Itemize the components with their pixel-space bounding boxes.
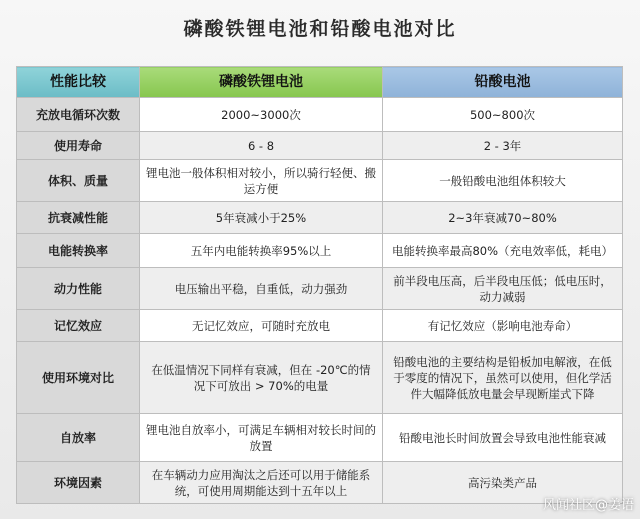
row-label: 体积、质量 bbox=[17, 160, 140, 202]
table-row bbox=[17, 414, 623, 462]
row-label: 充放电循环次数 bbox=[17, 98, 140, 132]
header-lfp-battery: 磷酸铁锂电池 bbox=[140, 67, 383, 98]
lead-cell: 2~3年衰减70~80% bbox=[383, 202, 623, 234]
page-title: 磷酸铁锂电池和铅酸电池对比 bbox=[183, 18, 457, 40]
lead-cell: 前半段电压高，后半段电压低；低电压时，动力减弱 bbox=[383, 268, 623, 310]
lead-cell: 电能转换率最高80%（充电效率低，耗电） bbox=[383, 234, 623, 268]
table-row bbox=[17, 234, 623, 268]
lfp-cell: 6 - 8 bbox=[140, 132, 383, 160]
row-label: 抗衰减性能 bbox=[17, 202, 140, 234]
table-row bbox=[17, 202, 623, 234]
lfp-cell: 在车辆动力应用淘汰之后还可以用于储能系统，可使用周期能达到十五年以上 bbox=[140, 462, 383, 504]
lead-cell: 2 - 3年 bbox=[383, 132, 623, 160]
lfp-cell: 电压输出平稳，自重低，动力强劲 bbox=[140, 268, 383, 310]
lfp-cell: 5年衰减小于25% bbox=[140, 202, 383, 234]
table-row bbox=[17, 342, 623, 414]
table-row bbox=[17, 132, 623, 160]
row-label: 自放率 bbox=[17, 414, 140, 462]
table-row bbox=[17, 462, 623, 504]
lfp-cell: 在低温情况下同样有衰减，但在 -20℃的情况下可放出 > 70%的电量 bbox=[140, 342, 383, 414]
comparison-table bbox=[16, 66, 623, 504]
table-header-row bbox=[17, 67, 623, 98]
header-lead-acid-battery: 铅酸电池 bbox=[383, 67, 623, 98]
header-performance: 性能比较 bbox=[17, 67, 140, 98]
lead-cell: 铅酸电池长时间放置会导致电池性能衰减 bbox=[383, 414, 623, 462]
row-label: 记忆效应 bbox=[17, 310, 140, 342]
table-row bbox=[17, 310, 623, 342]
lfp-cell: 锂电池一般体积相对较小，所以骑行轻便、搬运方便 bbox=[140, 160, 383, 202]
watermark: 风闻社区@姜语 bbox=[542, 498, 634, 513]
row-label: 电能转换率 bbox=[17, 234, 140, 268]
lfp-cell: 五年内电能转换率95%以上 bbox=[140, 234, 383, 268]
row-label: 使用寿命 bbox=[17, 132, 140, 160]
lead-cell: 铅酸电池的主要结构是铅板加电解液，在低于零度的情况下，虽然可以使用，但化学活件大幅降低放电量会早现断崖式下降 bbox=[383, 342, 623, 414]
lead-cell: 500~800次 bbox=[383, 98, 623, 132]
row-label: 动力性能 bbox=[17, 268, 140, 310]
lfp-cell: 2000~3000次 bbox=[140, 98, 383, 132]
table-row bbox=[17, 98, 623, 132]
lfp-cell: 锂电池自放率小，可满足车辆相对较长时间的放置 bbox=[140, 414, 383, 462]
lfp-cell: 无记忆效应，可随时充放电 bbox=[140, 310, 383, 342]
lead-cell: 高污染类产品 bbox=[383, 462, 623, 504]
lead-cell: 有记忆效应（影响电池寿命） bbox=[383, 310, 623, 342]
lead-cell: 一般铅酸电池组体积较大 bbox=[383, 160, 623, 202]
table-row bbox=[17, 268, 623, 310]
row-label: 使用环境对比 bbox=[17, 342, 140, 414]
row-label: 环境因素 bbox=[17, 462, 140, 504]
table-row bbox=[17, 160, 623, 202]
